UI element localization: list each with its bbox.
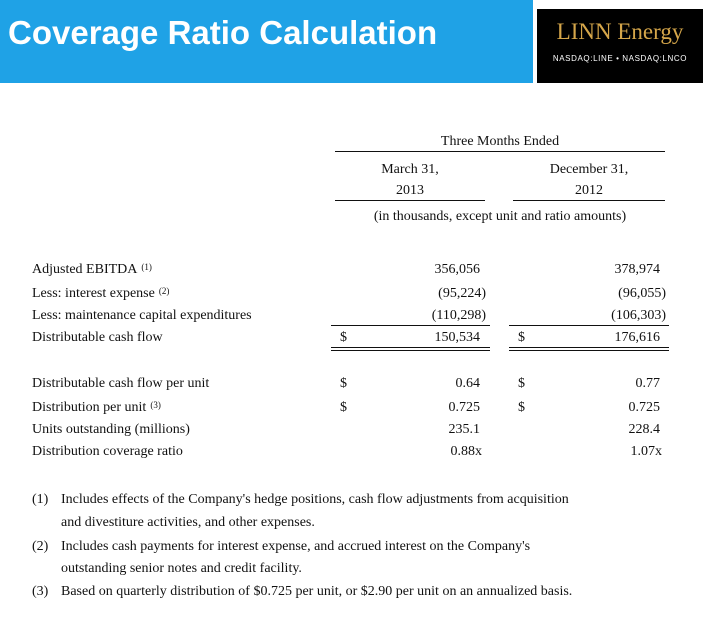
total-double-rule-col2 bbox=[509, 350, 669, 351]
table-row-label: Distribution per unit $^{(3)}$ bbox=[32, 400, 161, 415]
table-cell-col1: 0.88x bbox=[450, 444, 482, 459]
table-cell-currency-col1: $ bbox=[340, 330, 347, 345]
title-banner bbox=[0, 0, 533, 83]
table-cell-currency-col2: $ bbox=[518, 400, 525, 415]
footnote-text: and divestiture activities, and other expenses. bbox=[61, 515, 315, 530]
table-cell-currency-col2: $ bbox=[518, 330, 525, 345]
units-note: (in thousands, except unit and ratio amounts) bbox=[373, 209, 627, 224]
table-cell-col2: 1.07x bbox=[630, 444, 662, 459]
total-double-rule-col1 bbox=[331, 350, 490, 351]
logo-ticker: NASDAQ:LINE • NASDAQ:LNCO bbox=[552, 54, 688, 63]
table-row-label: Adjusted EBITDA $^{(1)}$ bbox=[32, 262, 152, 277]
col2-header-rule bbox=[513, 200, 665, 201]
footnote-text: Includes effects of the Company's hedge positions, cash flow adjustments from acquisition bbox=[61, 492, 569, 507]
col1-header-line1: March 31, bbox=[381, 162, 439, 177]
table-cell-col2: (96,055) bbox=[618, 286, 666, 301]
logo-name: LINN Energy bbox=[556, 19, 684, 44]
table-cell-col1: 0.64 bbox=[455, 376, 480, 391]
table-cell-col2: 378,974 bbox=[614, 262, 660, 277]
table-row-label: Distribution coverage ratio bbox=[32, 444, 183, 459]
table-row-label: Distributable cash flow bbox=[32, 330, 163, 345]
total-double-rule-col1 bbox=[331, 347, 490, 348]
table-row-label: Less: interest expense $^{(2)}$ bbox=[32, 286, 170, 301]
table-cell-col1: (110,298) bbox=[431, 308, 486, 323]
footnote-number: (2) bbox=[32, 539, 49, 554]
col1-header-rule bbox=[335, 200, 485, 201]
table-cell-col2: 0.77 bbox=[635, 376, 660, 391]
slide-title: Coverage Ratio Calculation bbox=[8, 14, 438, 51]
table-cell-col1: 235.1 bbox=[448, 422, 480, 437]
table-cell-col2: 176,616 bbox=[614, 330, 660, 345]
table-cell-col2: 0.725 bbox=[628, 400, 660, 415]
subtotal-rule-col1 bbox=[331, 325, 490, 326]
col2-header-line1: December 31, bbox=[549, 162, 629, 177]
footnote-number: (3) bbox=[32, 584, 49, 599]
table-row-label: Distributable cash flow per unit bbox=[32, 376, 210, 391]
table-cell-currency-col2: $ bbox=[518, 376, 525, 391]
table-cell-currency-col1: $ bbox=[340, 400, 347, 415]
table-cell-col1: 150,534 bbox=[434, 330, 480, 345]
table-cell-col1: 356,056 bbox=[434, 262, 480, 277]
col2-header-line2: 2012 bbox=[575, 183, 603, 198]
table-cell-col1: 0.725 bbox=[448, 400, 480, 415]
footnote-text: Includes cash payments for interest expense, and accrued interest on the Company's bbox=[61, 539, 531, 554]
table-cell-currency-col1: $ bbox=[340, 376, 347, 391]
table-row-label: Units outstanding (millions) bbox=[32, 422, 190, 437]
footnote-number: (1) bbox=[32, 492, 49, 507]
footnote-text: outstanding senior notes and credit facility. bbox=[61, 561, 302, 576]
period-header: Three Months Ended bbox=[440, 134, 560, 149]
table-row-label: Less: maintenance capital expenditures bbox=[32, 308, 252, 323]
total-double-rule-col2 bbox=[509, 347, 669, 348]
period-header-rule bbox=[335, 151, 665, 152]
table-cell-col2: (106,303) bbox=[611, 308, 666, 323]
company-logo bbox=[537, 9, 703, 83]
table-cell-col1: (95,224) bbox=[438, 286, 486, 301]
col1-header-line2: 2013 bbox=[396, 183, 424, 198]
table-cell-col2: 228.4 bbox=[628, 422, 660, 437]
subtotal-rule-col2 bbox=[509, 325, 669, 326]
footnote-text: Based on quarterly distribution of $0.725 per unit, or $2.90 per unit on an annualized basis. bbox=[61, 584, 573, 599]
